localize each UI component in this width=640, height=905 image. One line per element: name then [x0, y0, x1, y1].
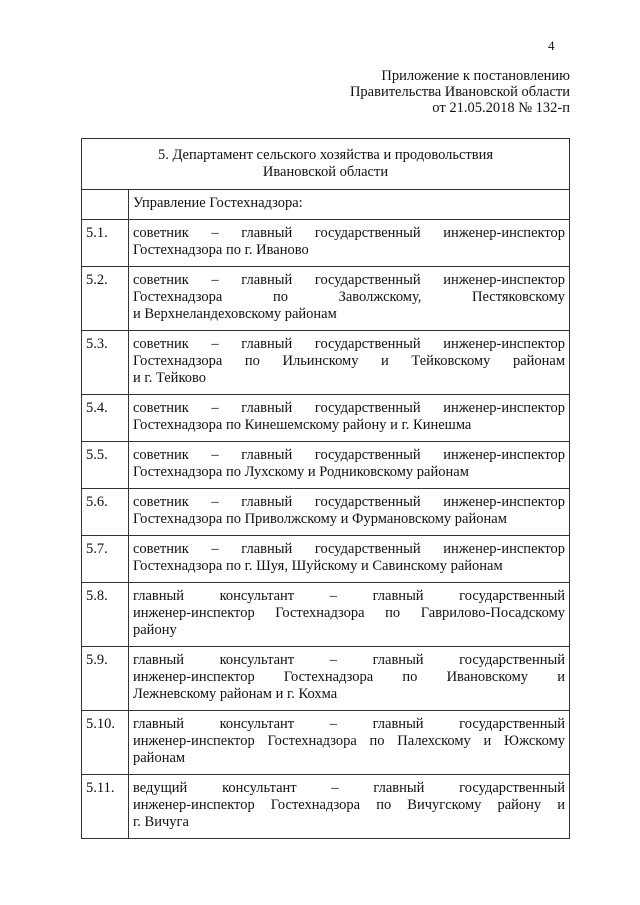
position-description — [129, 489, 570, 536]
position-description — [129, 395, 570, 442]
table-row — [82, 775, 570, 839]
description-line: Гостехнадзора по г. Иваново — [133, 242, 309, 258]
description-line: Гостехнадзора по Ильинскому и Тейковскому районам — [133, 353, 566, 369]
table-row — [82, 647, 570, 711]
description-line: главный консультант – главный государственный — [133, 652, 566, 668]
position-description — [129, 220, 570, 267]
appendix-line-2: Правительства Ивановской области — [349, 84, 570, 100]
section-label: Управление Гостехнадзора: — [129, 190, 570, 220]
description-line: инженер-инспектор Гостехнадзора по Гаврилово-Посадскому — [133, 605, 566, 621]
position-description — [129, 536, 570, 583]
description-line: и г. Тейково — [133, 370, 207, 386]
table-row — [82, 442, 570, 489]
description-line: району — [133, 622, 177, 638]
description-line: советник – главный государственный инженер-инспектор — [133, 336, 566, 352]
description-line: и Верхнеландеховскому районам — [133, 306, 337, 322]
description-line: советник – главный государственный инженер-инспектор — [133, 272, 566, 288]
position-description — [129, 442, 570, 489]
table-row — [82, 536, 570, 583]
table-row — [82, 220, 570, 267]
table-row — [82, 583, 570, 647]
description-line: Гостехнадзора по Лухскому и Родниковскому районам — [133, 464, 469, 480]
table-row — [82, 331, 570, 395]
row-number: 5.5. — [82, 442, 129, 489]
row-number: 5.8. — [82, 583, 129, 647]
description-line: Лежневскому районам и г. Кохма — [133, 686, 338, 702]
description-line: советник – главный государственный инженер-инспектор — [133, 447, 566, 463]
position-description — [129, 331, 570, 395]
row-number: 5.9. — [82, 647, 129, 711]
department-header-line-2: Ивановской области — [262, 164, 389, 180]
section-num-cell — [82, 190, 129, 220]
row-number: 5.7. — [82, 536, 129, 583]
positions-table — [81, 138, 570, 839]
position-description — [129, 711, 570, 775]
description-line: главный консультант – главный государственный — [133, 716, 566, 732]
row-number: 5.2. — [82, 267, 129, 331]
description-line: главный консультант – главный государственный — [133, 588, 566, 604]
table-header-row — [82, 139, 570, 190]
description-line: Гостехнадзора по г. Шуя, Шуйскому и Савинскому районам — [133, 558, 503, 574]
description-line: советник – главный государственный инженер-инспектор — [133, 225, 566, 241]
table-row — [82, 711, 570, 775]
table-row — [82, 267, 570, 331]
section-row — [82, 190, 570, 220]
page-number: 4 — [548, 38, 555, 53]
appendix-line-1: Приложение к постановлению — [381, 68, 570, 84]
row-number: 5.3. — [82, 331, 129, 395]
description-line: инженер-инспектор Гостехнадзора по Ивановскому и — [133, 669, 566, 685]
description-line: ведущий консультант – главный государственный — [133, 780, 566, 796]
appendix-line-3: от 21.05.2018 № 132-п — [432, 100, 570, 116]
description-line: инженер-инспектор Гостехнадзора по Палехскому и Южскому — [133, 733, 566, 749]
department-header — [82, 139, 570, 190]
description-line: инженер-инспектор Гостехнадзора по Вичугскому району и — [133, 797, 566, 813]
position-description — [129, 775, 570, 839]
description-line: советник – главный государственный инженер-инспектор — [133, 400, 566, 416]
row-number: 5.4. — [82, 395, 129, 442]
description-line: советник – главный государственный инженер-инспектор — [133, 541, 566, 557]
position-description — [129, 267, 570, 331]
description-line: Гостехнадзора по Приволжскому и Фурмановскому районам — [133, 511, 507, 527]
row-number: 5.1. — [82, 220, 129, 267]
table-row — [82, 489, 570, 536]
description-line: районам — [133, 750, 186, 766]
appendix-header — [350, 68, 570, 116]
description-line: Гостехнадзора по Заволжскому, Пестяковскому — [133, 289, 566, 305]
table-row — [82, 395, 570, 442]
position-description — [129, 647, 570, 711]
row-number: 5.10. — [82, 711, 129, 775]
department-header-line-1: 5. Департамент сельского хозяйства и продовольствия — [157, 147, 494, 163]
description-line: г. Вичуга — [133, 814, 189, 830]
description-line: советник – главный государственный инженер-инспектор — [133, 494, 566, 510]
position-description — [129, 583, 570, 647]
row-number: 5.11. — [82, 775, 129, 839]
description-line: Гостехнадзора по Кинешемскому району и г. Кинешма — [133, 417, 472, 433]
row-number: 5.6. — [82, 489, 129, 536]
